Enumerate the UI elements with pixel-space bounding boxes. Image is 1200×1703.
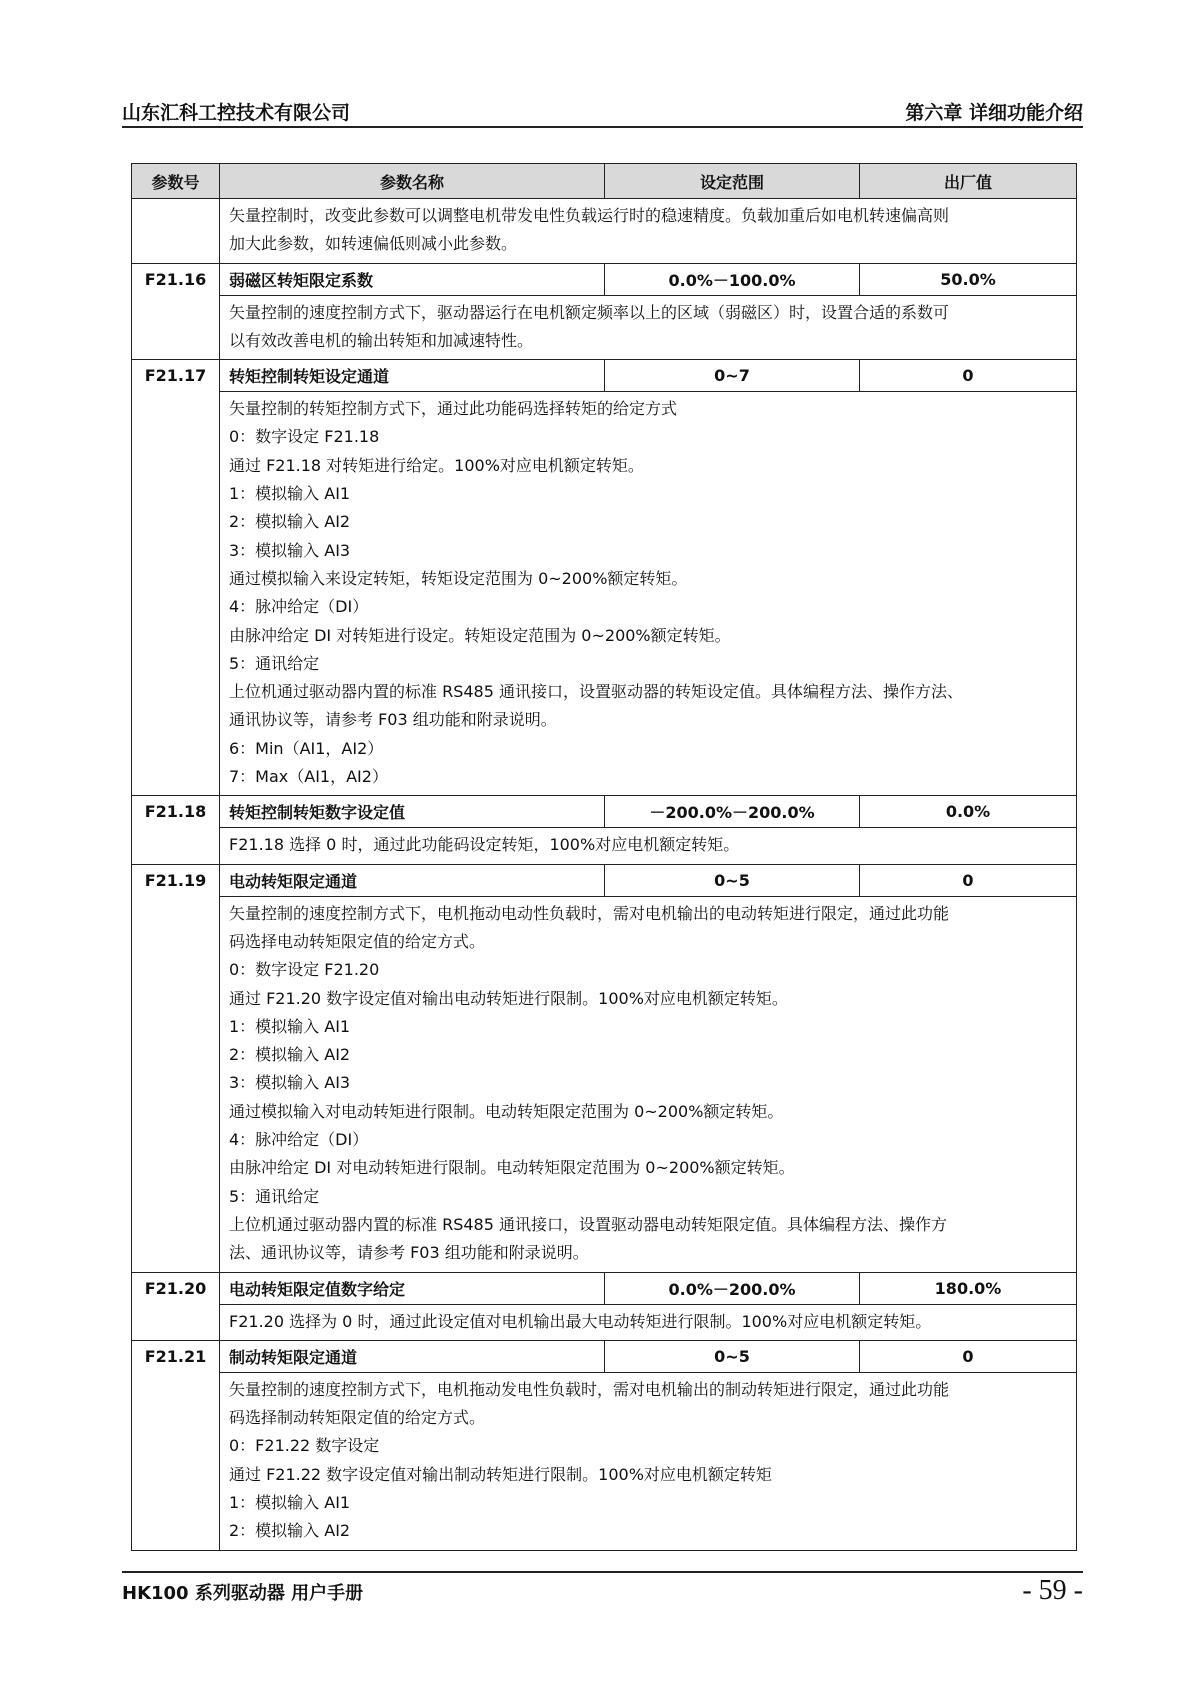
param-default: 180.0% — [860, 1272, 1077, 1304]
description-line: 4：脉冲给定（DI） — [229, 597, 369, 617]
description-line: 码选择电动转矩限定值的给定方式。 — [229, 931, 486, 951]
param-description — [220, 392, 1077, 796]
column-header-name: 参数名称 — [220, 164, 605, 199]
description-line: 加大此参数，如转速偏低则减小此参数。 — [229, 234, 518, 254]
column-header-code: 参数号 — [132, 164, 220, 199]
description-line: 2：模拟输入 AI2 — [229, 512, 351, 532]
param-range: 0~5 — [605, 864, 860, 896]
param-code: F21.20 — [132, 1272, 220, 1340]
param-description — [220, 1304, 1077, 1340]
param-default: 50.0% — [860, 263, 1077, 295]
param-default: 0.0% — [860, 796, 1077, 828]
description-line: 矢量控制的速度控制方式下，驱动器运行在电机额定频率以上的区域（弱磁区）时，设置合适的系数可 — [229, 302, 950, 322]
description-line: 由脉冲给定 DI 对转矩进行设定。转矩设定范围为 0~200%额定转矩。 — [229, 625, 731, 645]
description-line: 上位机通过驱动器内置的标准 RS485 通讯接口，设置驱动器的转矩设定值。具体编程方法、操作方法、 — [229, 682, 963, 702]
chapter-title: 第六章 详细功能介绍 — [905, 102, 1083, 124]
column-header-range: 设定范围 — [605, 164, 860, 199]
param-range: 0.0%－200.0% — [605, 1272, 860, 1304]
param-default: 0 — [860, 1340, 1077, 1372]
param-code: F21.19 — [132, 864, 220, 1272]
description-line: 矢量控制的转矩控制方式下，通过此功能码选择转矩的给定方式 — [229, 399, 678, 419]
param-row — [132, 796, 1077, 828]
description-line: 1：模拟输入 AI1 — [229, 484, 351, 504]
page-number: - 59 - — [1022, 1575, 1083, 1606]
param-description — [220, 295, 1077, 360]
param-description-row — [132, 392, 1077, 796]
company-name: 山东汇科工控技术有限公司 — [122, 102, 351, 124]
param-name: 电动转矩限定值数字给定 — [220, 1272, 605, 1304]
description-line: 以有效改善电机的输出转矩和加减速特性。 — [229, 330, 534, 350]
description-line: 矢量控制的速度控制方式下，电机拖动发电性负载时，需对电机输出的制动转矩进行限定，通过此功能 — [229, 1379, 950, 1399]
param-default: 0 — [860, 360, 1077, 392]
description-line: 通过 F21.22 数字设定值对输出制动转矩进行限制。100%对应电机额定转矩 — [229, 1464, 772, 1484]
param-name: 电动转矩限定通道 — [220, 864, 605, 896]
param-description — [220, 1372, 1077, 1550]
param-description-row — [132, 1304, 1077, 1340]
footer-rule — [122, 1571, 1083, 1573]
param-row — [132, 864, 1077, 896]
page-header — [122, 98, 1083, 128]
description-line: 0：数字设定 F21.20 — [229, 960, 380, 980]
param-range: 0~7 — [605, 360, 860, 392]
description-line: 3：模拟输入 AI3 — [229, 1073, 351, 1093]
description-line: 码选择制动转矩限定值的给定方式。 — [229, 1408, 486, 1428]
param-name: 弱磁区转矩限定系数 — [220, 263, 605, 295]
param-name: 转矩控制转矩数字设定值 — [220, 796, 605, 828]
param-description-row — [132, 1372, 1077, 1550]
column-header-default: 出厂值 — [860, 164, 1077, 199]
description-line: 由脉冲给定 DI 对电动转矩进行限制。电动转矩限定范围为 0~200%额定转矩。 — [229, 1158, 795, 1178]
param-row — [132, 360, 1077, 392]
param-code: F21.21 — [132, 1340, 220, 1550]
parameter-table — [131, 163, 1077, 1551]
description-line: F21.18 选择 0 时，通过此功能码设定转矩，100%对应电机额定转矩。 — [229, 835, 740, 855]
description-line: 4：脉冲给定（DI） — [229, 1130, 369, 1150]
description-line: 2：模拟输入 AI2 — [229, 1045, 351, 1065]
description-line: 0：F21.22 数字设定 — [229, 1436, 380, 1456]
param-range: －200.0%－200.0% — [605, 796, 860, 828]
description-line: 0：数字设定 F21.18 — [229, 427, 380, 447]
param-description-row — [132, 896, 1077, 1272]
footer-title: HK100 系列驱动器 用户手册 — [122, 1583, 364, 1604]
description-line: 5：通讯给定 — [229, 1186, 320, 1206]
intro-code-cell — [132, 199, 220, 264]
description-line: 法、通讯协议等，请参考 F03 组功能和附录说明。 — [229, 1243, 589, 1263]
param-description-row — [132, 828, 1077, 864]
intro-row — [132, 199, 1077, 264]
description-line: 通过模拟输入来设定转矩，转矩设定范围为 0~200%额定转矩。 — [229, 568, 688, 588]
param-name: 转矩控制转矩设定通道 — [220, 360, 605, 392]
param-code: F21.16 — [132, 263, 220, 360]
description-line: 通过 F21.18 对转矩进行给定。100%对应电机额定转矩。 — [229, 455, 644, 475]
param-code: F21.18 — [132, 796, 220, 864]
param-default: 0 — [860, 864, 1077, 896]
param-description — [220, 896, 1077, 1272]
param-row — [132, 263, 1077, 295]
description-line: 通讯协议等，请参考 F03 组功能和附录说明。 — [229, 710, 557, 730]
table-header-row — [132, 164, 1077, 199]
description-line: 1：模拟输入 AI1 — [229, 1492, 351, 1512]
description-line: 3：模拟输入 AI3 — [229, 540, 351, 560]
param-description — [220, 828, 1077, 864]
param-description-row — [132, 295, 1077, 360]
description-line: 1：模拟输入 AI1 — [229, 1016, 351, 1036]
param-range: 0~5 — [605, 1340, 860, 1372]
description-line: 5：通讯给定 — [229, 653, 320, 673]
param-row — [132, 1340, 1077, 1372]
description-line: 矢量控制的速度控制方式下，电机拖动电动性负载时，需对电机输出的电动转矩进行限定，通过此功能 — [229, 903, 950, 923]
description-line: 通过 F21.20 数字设定值对输出电动转矩进行限制。100%对应电机额定转矩。 — [229, 988, 788, 1008]
table-body — [132, 199, 1077, 1551]
description-line: 矢量控制时，改变此参数可以调整电机带发电性负载运行时的稳速精度。负载加重后如电机转速偏高则 — [229, 206, 950, 225]
description-line: 6：Min（AI1，AI2） — [229, 738, 384, 758]
param-code: F21.17 — [132, 360, 220, 796]
param-name: 制动转矩限定通道 — [220, 1340, 605, 1372]
description-line: 通过模拟输入对电动转矩进行限制。电动转矩限定范围为 0~200%额定转矩。 — [229, 1101, 784, 1121]
description-line: 上位机通过驱动器内置的标准 RS485 通讯接口，设置驱动器电动转矩限定值。具体编程方法、操作方 — [229, 1214, 947, 1234]
description-line: F21.20 选择为 0 时，通过此设定值对电机输出最大电动转矩进行限制。100%对应电机额定转矩。 — [229, 1311, 932, 1331]
param-range: 0.0%－100.0% — [605, 263, 860, 295]
intro-description — [220, 199, 1077, 264]
description-line: 2：模拟输入 AI2 — [229, 1521, 351, 1541]
param-row — [132, 1272, 1077, 1304]
description-line: 7：Max（AI1，AI2） — [229, 767, 388, 787]
